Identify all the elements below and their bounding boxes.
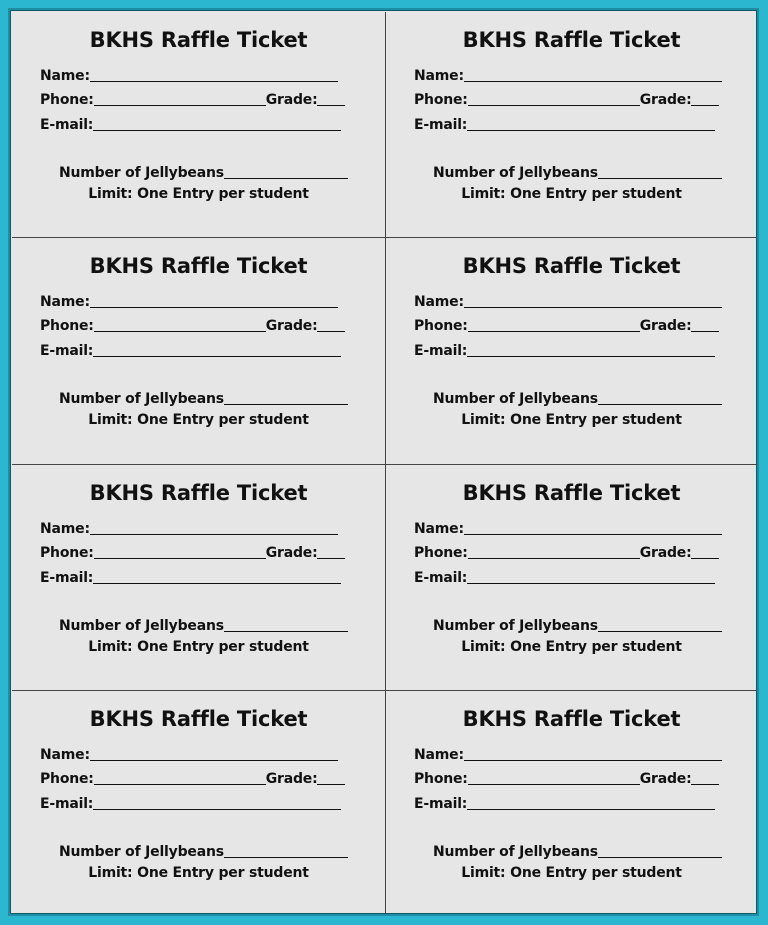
ticket-title: BKHS Raffle Ticket bbox=[462, 28, 681, 52]
grade-label: Grade: bbox=[265, 771, 318, 787]
grade-blank-line[interactable] bbox=[317, 544, 345, 559]
name-label: Name: bbox=[40, 747, 90, 763]
jellybeans-blank-line[interactable] bbox=[598, 164, 722, 179]
name-row bbox=[414, 743, 722, 763]
email-row bbox=[414, 792, 715, 812]
jellybeans-row bbox=[59, 161, 348, 181]
ticket-title: BKHS Raffle Ticket bbox=[89, 481, 308, 505]
jellybeans-row bbox=[433, 387, 722, 407]
name-label: Name: bbox=[40, 68, 90, 84]
name-row bbox=[40, 743, 338, 763]
grade-blank-line[interactable] bbox=[317, 91, 345, 106]
ticket-sheet bbox=[8, 8, 759, 916]
email-label: E-mail: bbox=[40, 570, 94, 586]
email-label: E-mail: bbox=[414, 796, 468, 812]
email-blank-line[interactable] bbox=[467, 795, 715, 810]
email-row bbox=[40, 113, 341, 133]
entry-limit-text: Limit: One Entry per student bbox=[461, 639, 682, 655]
email-row bbox=[414, 339, 715, 359]
ticket-title: BKHS Raffle Ticket bbox=[462, 707, 681, 731]
phone-blank-line[interactable] bbox=[94, 317, 266, 332]
grade-label: Grade: bbox=[639, 545, 692, 561]
grade-blank-line[interactable] bbox=[691, 770, 719, 785]
phone-row bbox=[414, 541, 719, 561]
raffle-ticket bbox=[386, 12, 757, 238]
grade-blank-line[interactable] bbox=[691, 544, 719, 559]
ticket-grid bbox=[12, 12, 757, 914]
email-row bbox=[40, 339, 341, 359]
phone-label: Phone: bbox=[40, 771, 94, 787]
jellybeans-row bbox=[433, 840, 722, 860]
email-label: E-mail: bbox=[414, 117, 468, 133]
entry-limit-text: Limit: One Entry per student bbox=[88, 639, 309, 655]
phone-label: Phone: bbox=[40, 92, 94, 108]
name-blank-line[interactable] bbox=[90, 293, 338, 308]
name-label: Name: bbox=[40, 521, 90, 537]
email-row bbox=[414, 113, 715, 133]
raffle-ticket bbox=[12, 691, 386, 914]
raffle-ticket bbox=[12, 465, 386, 691]
jellybeans-label: Number of Jellybeans bbox=[433, 391, 598, 407]
grade-label: Grade: bbox=[265, 92, 318, 108]
email-blank-line[interactable] bbox=[467, 116, 715, 131]
phone-blank-line[interactable] bbox=[468, 544, 640, 559]
email-row bbox=[40, 792, 341, 812]
jellybeans-label: Number of Jellybeans bbox=[433, 165, 598, 181]
name-label: Name: bbox=[414, 747, 464, 763]
grade-blank-line[interactable] bbox=[691, 317, 719, 332]
jellybeans-blank-line[interactable] bbox=[224, 617, 348, 632]
entry-limit-text: Limit: One Entry per student bbox=[88, 865, 309, 881]
phone-row bbox=[40, 767, 345, 787]
jellybeans-blank-line[interactable] bbox=[598, 390, 722, 405]
jellybeans-blank-line[interactable] bbox=[598, 843, 722, 858]
jellybeans-row bbox=[433, 161, 722, 181]
phone-label: Phone: bbox=[414, 545, 468, 561]
name-blank-line[interactable] bbox=[90, 67, 338, 82]
entry-limit-text: Limit: One Entry per student bbox=[461, 186, 682, 202]
grade-blank-line[interactable] bbox=[317, 770, 345, 785]
email-label: E-mail: bbox=[414, 343, 468, 359]
phone-blank-line[interactable] bbox=[468, 317, 640, 332]
phone-label: Phone: bbox=[40, 318, 94, 334]
jellybeans-label: Number of Jellybeans bbox=[59, 391, 224, 407]
jellybeans-blank-line[interactable] bbox=[224, 164, 348, 179]
email-label: E-mail: bbox=[414, 570, 468, 586]
phone-label: Phone: bbox=[40, 545, 94, 561]
email-blank-line[interactable] bbox=[467, 342, 715, 357]
name-row bbox=[40, 517, 338, 537]
email-blank-line[interactable] bbox=[93, 569, 341, 584]
jellybeans-row bbox=[433, 614, 722, 634]
jellybeans-blank-line[interactable] bbox=[224, 390, 348, 405]
name-label: Name: bbox=[414, 521, 464, 537]
phone-row bbox=[40, 314, 345, 334]
email-blank-line[interactable] bbox=[93, 795, 341, 810]
email-row bbox=[40, 566, 341, 586]
grade-label: Grade: bbox=[639, 92, 692, 108]
name-blank-line[interactable] bbox=[90, 746, 338, 761]
name-blank-line[interactable] bbox=[464, 67, 722, 82]
entry-limit-text: Limit: One Entry per student bbox=[88, 186, 309, 202]
name-label: Name: bbox=[414, 294, 464, 310]
entry-limit-text: Limit: One Entry per student bbox=[88, 412, 309, 428]
name-blank-line[interactable] bbox=[464, 520, 722, 535]
name-label: Name: bbox=[40, 294, 90, 310]
grade-blank-line[interactable] bbox=[691, 91, 719, 106]
raffle-ticket bbox=[12, 12, 386, 238]
phone-label: Phone: bbox=[414, 771, 468, 787]
ticket-title: BKHS Raffle Ticket bbox=[89, 254, 308, 278]
phone-row bbox=[414, 767, 719, 787]
raffle-ticket bbox=[386, 691, 757, 914]
grade-label: Grade: bbox=[639, 318, 692, 334]
jellybeans-label: Number of Jellybeans bbox=[59, 844, 224, 860]
name-row bbox=[414, 290, 722, 310]
email-blank-line[interactable] bbox=[93, 116, 341, 131]
grade-label: Grade: bbox=[265, 545, 318, 561]
phone-label: Phone: bbox=[414, 318, 468, 334]
phone-blank-line[interactable] bbox=[468, 770, 640, 785]
email-label: E-mail: bbox=[40, 117, 94, 133]
phone-label: Phone: bbox=[414, 92, 468, 108]
ticket-title: BKHS Raffle Ticket bbox=[89, 707, 308, 731]
phone-blank-line[interactable] bbox=[94, 544, 266, 559]
jellybeans-row bbox=[59, 614, 348, 634]
ticket-title: BKHS Raffle Ticket bbox=[462, 481, 681, 505]
jellybeans-label: Number of Jellybeans bbox=[433, 618, 598, 634]
jellybeans-row bbox=[59, 387, 348, 407]
jellybeans-label: Number of Jellybeans bbox=[433, 844, 598, 860]
name-blank-line[interactable] bbox=[464, 746, 722, 761]
jellybeans-label: Number of Jellybeans bbox=[59, 618, 224, 634]
grade-label: Grade: bbox=[639, 771, 692, 787]
email-label: E-mail: bbox=[40, 343, 94, 359]
jellybeans-blank-line[interactable] bbox=[224, 843, 348, 858]
name-label: Name: bbox=[414, 68, 464, 84]
jellybeans-blank-line[interactable] bbox=[598, 617, 722, 632]
phone-row bbox=[40, 88, 345, 108]
raffle-ticket bbox=[12, 238, 386, 465]
phone-row bbox=[414, 314, 719, 334]
email-row bbox=[414, 566, 715, 586]
email-label: E-mail: bbox=[40, 796, 94, 812]
phone-blank-line[interactable] bbox=[94, 770, 266, 785]
ticket-title: BKHS Raffle Ticket bbox=[462, 254, 681, 278]
email-blank-line[interactable] bbox=[467, 569, 715, 584]
ticket-title: BKHS Raffle Ticket bbox=[89, 28, 308, 52]
phone-blank-line[interactable] bbox=[94, 91, 266, 106]
name-row bbox=[414, 64, 722, 84]
name-row bbox=[414, 517, 722, 537]
phone-row bbox=[414, 88, 719, 108]
grade-blank-line[interactable] bbox=[317, 317, 345, 332]
entry-limit-text: Limit: One Entry per student bbox=[461, 412, 682, 428]
phone-blank-line[interactable] bbox=[468, 91, 640, 106]
name-blank-line[interactable] bbox=[464, 293, 722, 308]
jellybeans-row bbox=[59, 840, 348, 860]
jellybeans-label: Number of Jellybeans bbox=[59, 165, 224, 181]
entry-limit-text: Limit: One Entry per student bbox=[461, 865, 682, 881]
name-row bbox=[40, 290, 338, 310]
phone-row bbox=[40, 541, 345, 561]
name-row bbox=[40, 64, 338, 84]
raffle-ticket bbox=[386, 238, 757, 465]
name-blank-line[interactable] bbox=[90, 520, 338, 535]
email-blank-line[interactable] bbox=[93, 342, 341, 357]
grade-label: Grade: bbox=[265, 318, 318, 334]
raffle-ticket bbox=[386, 465, 757, 691]
